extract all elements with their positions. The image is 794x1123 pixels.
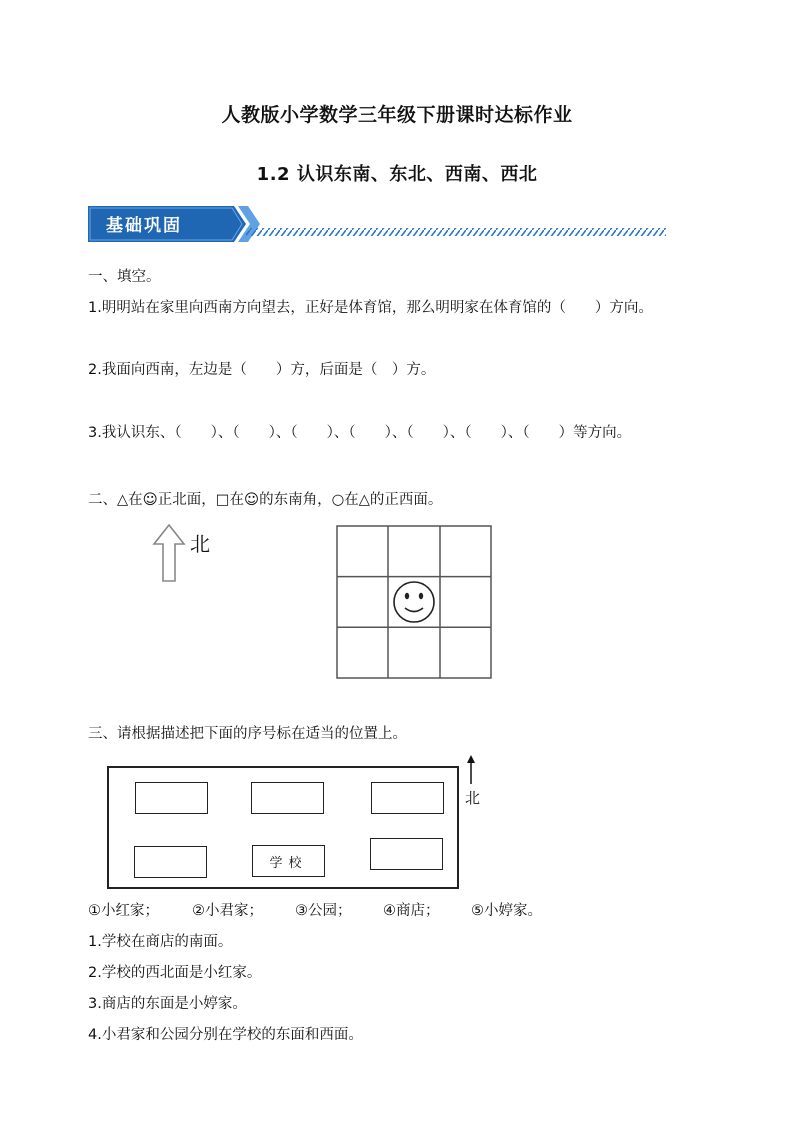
- map-slot-top-left[interactable]: [135, 782, 208, 814]
- section2-heading: 二、△在☺正北面，□在☺的东南角，○在△的正西面。: [88, 492, 443, 508]
- section-banner: [88, 206, 668, 242]
- north-arrow-small-icon: [463, 755, 479, 785]
- section3-heading: 三、请根据描述把下面的序号标在适当的位置上。: [88, 726, 407, 742]
- north-arrow-icon: [152, 524, 186, 582]
- map-slot-top-right[interactable]: [371, 782, 444, 814]
- options-row: [88, 899, 542, 920]
- question-3: 3.我认识东、（ ）、（ ）、（ ）、（ ）、（ ）、（ ）、（ ）等方向。: [88, 425, 632, 441]
- map-slot-top-middle[interactable]: [251, 782, 324, 814]
- north-label-small: 北: [465, 789, 481, 807]
- school-label: 学校: [269, 855, 308, 871]
- option-2: ②小君家；: [192, 903, 263, 919]
- page-subtitle: 1.2 认识东南、东北、西南、西北: [256, 164, 538, 185]
- clue-4: 4.小君家和公园分别在学校的东面和西面。: [88, 1027, 363, 1043]
- banner-hatch-line: [246, 228, 666, 236]
- question-1: 1.明明站在家里向西南方向望去，正好是体育馆，那么明明家在体育馆的（ ）方向。: [88, 300, 653, 316]
- question-2: 2.我面向西南，左边是（ ）方，后面是（ ）方。: [88, 362, 436, 378]
- section1-heading: 一、填空。: [88, 269, 161, 285]
- banner-label: 基础巩固: [106, 216, 182, 236]
- map-slot-bottom-right[interactable]: [370, 838, 443, 870]
- smiley-face-icon: [394, 582, 434, 622]
- option-1: ①小红家；: [88, 903, 159, 919]
- clue-3: 3.商店的东面是小婷家。: [88, 996, 247, 1012]
- school-box: [252, 845, 325, 877]
- map-slot-bottom-left[interactable]: [134, 846, 207, 878]
- clue-2: 2.学校的西北面是小红家。: [88, 965, 262, 981]
- page-title: 人教版小学数学三年级下册课时达标作业: [221, 104, 573, 126]
- north-label: 北: [190, 532, 210, 556]
- clue-1: 1.学校在商店的南面。: [88, 934, 233, 950]
- option-5: ⑤小婷家。: [471, 903, 542, 919]
- option-3: ③公园；: [295, 903, 352, 919]
- direction-grid: [336, 525, 492, 679]
- option-4: ④商店；: [383, 903, 440, 919]
